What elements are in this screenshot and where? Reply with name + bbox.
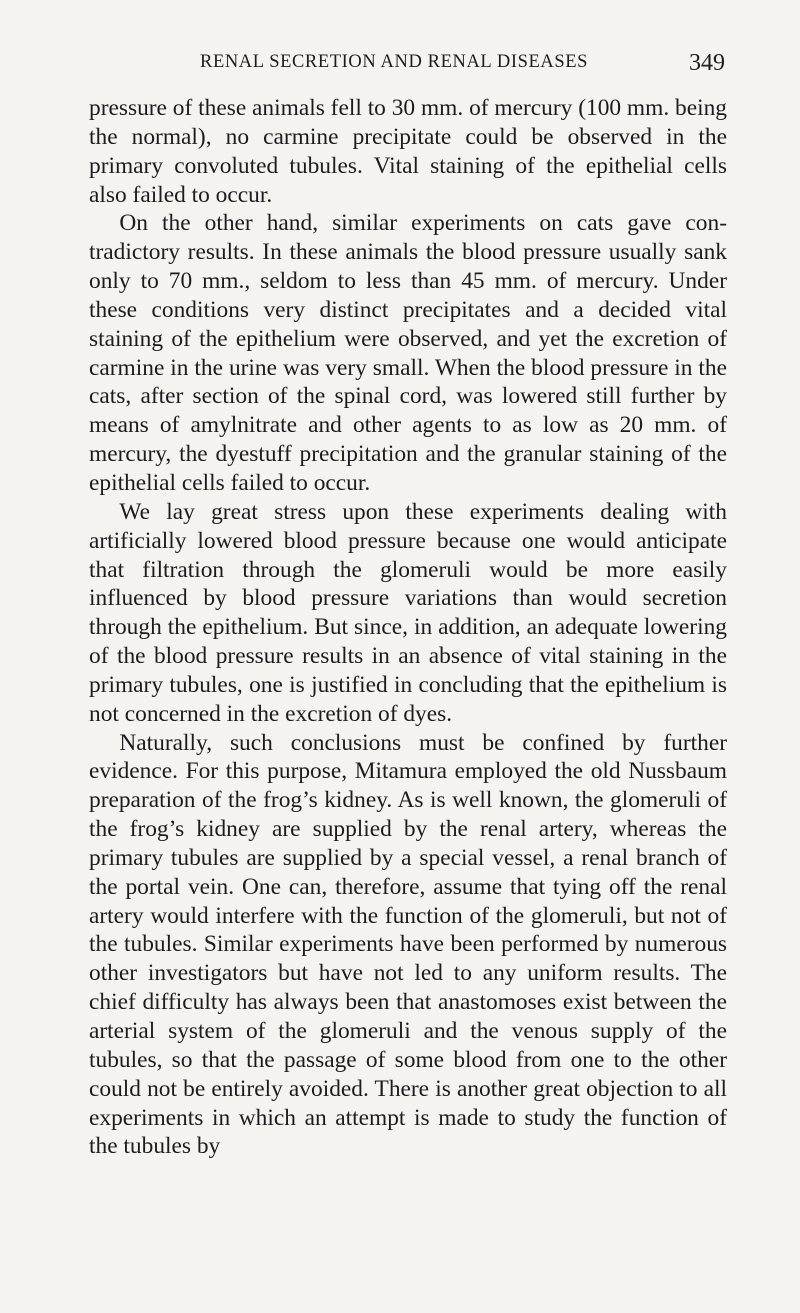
running-title: RENAL SECRETION AND RENAL DISEASES bbox=[200, 52, 589, 72]
paragraph-blood-pressure-stress: We lay great stress upon these experiments dealing with artificially lowered blood pressure because one would anticipate that filtration through the glomeruli would be more easily influenced by blood pressure variations than would secretion through the epithelium. But since, in addition, an adequate lowering of the blood pressure results in an absence of vital staining in the primary tubules, one is justified in concluding that the epithelium is not concerned in the excretion of dyes. bbox=[89, 498, 727, 727]
page-number: 349 bbox=[689, 50, 725, 76]
body-text bbox=[89, 94, 727, 1161]
paragraph-frog-kidney: Naturally, such conclusions must be confined by further evidence. For this purpose, Mitamura employed the old Nussbaum preparation of the frog’s kidney. As is well known, the glomeruli of the frog’s kidney are supplied by the renal artery, whereas the primary tubules are supplied by a special vessel, a renal branch of the portal vein. One can, therefore, assume that tying off the renal artery would interfere with the function of the glomeruli, but not of the tubules. Similar experiments have been performed by numerous other investigators but have not led to any uniform results. The chief difficulty has always been that anastomoses exist between the arterial system of the glomeruli and the venous supply of the tubules, so that the passage of some blood from one to the other could not be entirely avoided. There is another great objection to all experiments in which an attempt is made to study the function of the tubules by bbox=[89, 729, 727, 1160]
running-head bbox=[90, 50, 725, 80]
paragraph-cats-experiments: On the other hand, similar experiments on cats gave contradictory results. In these animals the blood pressure usually sank only to 70 mm., seldom to less than 45 mm. of mercury. Under these conditions very distinct precipitates and a decided vital staining of the epithelium were observed, and yet the excretion of carmine in the urine was very small. When the blood pressure in the cats, after section of the spinal cord, was lowered still further by means of amylnitrate and other agents to as low as 20 mm. of mercury, the dyestuff precipitation and the granular staining of the epithelial cells failed to occur. bbox=[89, 210, 727, 496]
paragraph-continuation: pressure of these animals fell to 30 mm. of mercury (100 mm. being the normal), no carmine precipitate could be observed in the primary convoluted tubules. Vital staining of the epithelial cells also failed to occur. bbox=[89, 95, 727, 208]
